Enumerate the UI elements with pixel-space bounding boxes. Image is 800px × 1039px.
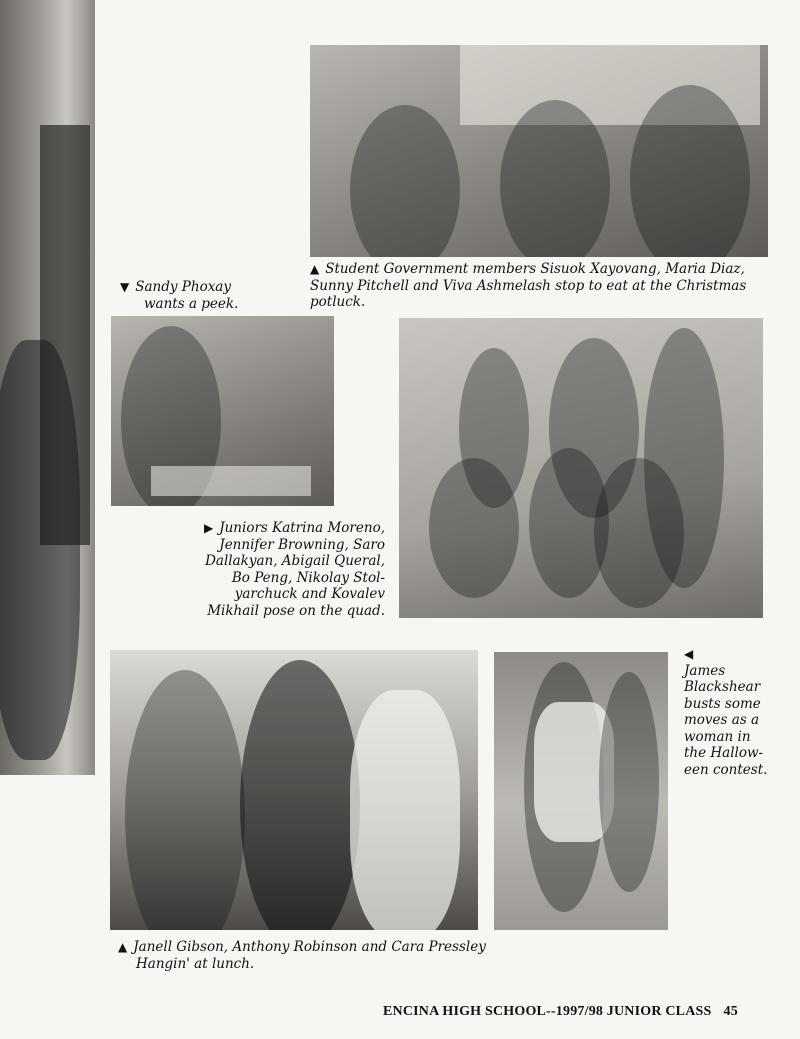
student-government-photo bbox=[310, 45, 768, 257]
page-footer bbox=[383, 1004, 738, 1020]
footer-school: ENCINA HIGH SCHOOL--1997/98 JUNIOR CLASS bbox=[383, 1004, 712, 1019]
sandy-caption: ▼ Sandy Phoxay wants a peek. bbox=[120, 279, 239, 312]
left-edge-photo bbox=[0, 0, 95, 775]
caption-marker-down: ▼ bbox=[120, 280, 130, 294]
student-government-caption: ▲ Student Government members Sisuok Xayovang, Maria Diaz, Sunny Pitchell and Viva Ashmelash stop to eat at the Christmas potluck. bbox=[310, 261, 747, 310]
caption-marker-right: ▶ bbox=[203, 521, 214, 535]
caption-marker-left: ◀ bbox=[684, 647, 694, 661]
janell-anthony-cara-photo bbox=[110, 650, 478, 930]
james-blackshear-photo bbox=[494, 652, 668, 930]
caption-marker-up: ▲ bbox=[310, 262, 320, 276]
sandy-photo bbox=[111, 316, 334, 506]
page-number: 45 bbox=[723, 1004, 738, 1019]
james-caption: ◀ James Blackshear busts some moves as a woman in the Hallow- een contest. bbox=[684, 646, 784, 778]
janell-caption: ▲ Janell Gibson, Anthony Robinson and Cara Pressley Hangin' at lunch. bbox=[118, 939, 486, 972]
juniors-caption: ▶ Juniors Katrina Moreno, Jennifer Browning, Saro Dallakyan, Abigail Queral, Bo Peng, Nikolay Stol- yarchuck and Kovalev Mikhail pose on the quad. bbox=[203, 520, 385, 619]
caption-marker-up: ▲ bbox=[118, 940, 128, 954]
juniors-group-photo bbox=[399, 318, 763, 618]
